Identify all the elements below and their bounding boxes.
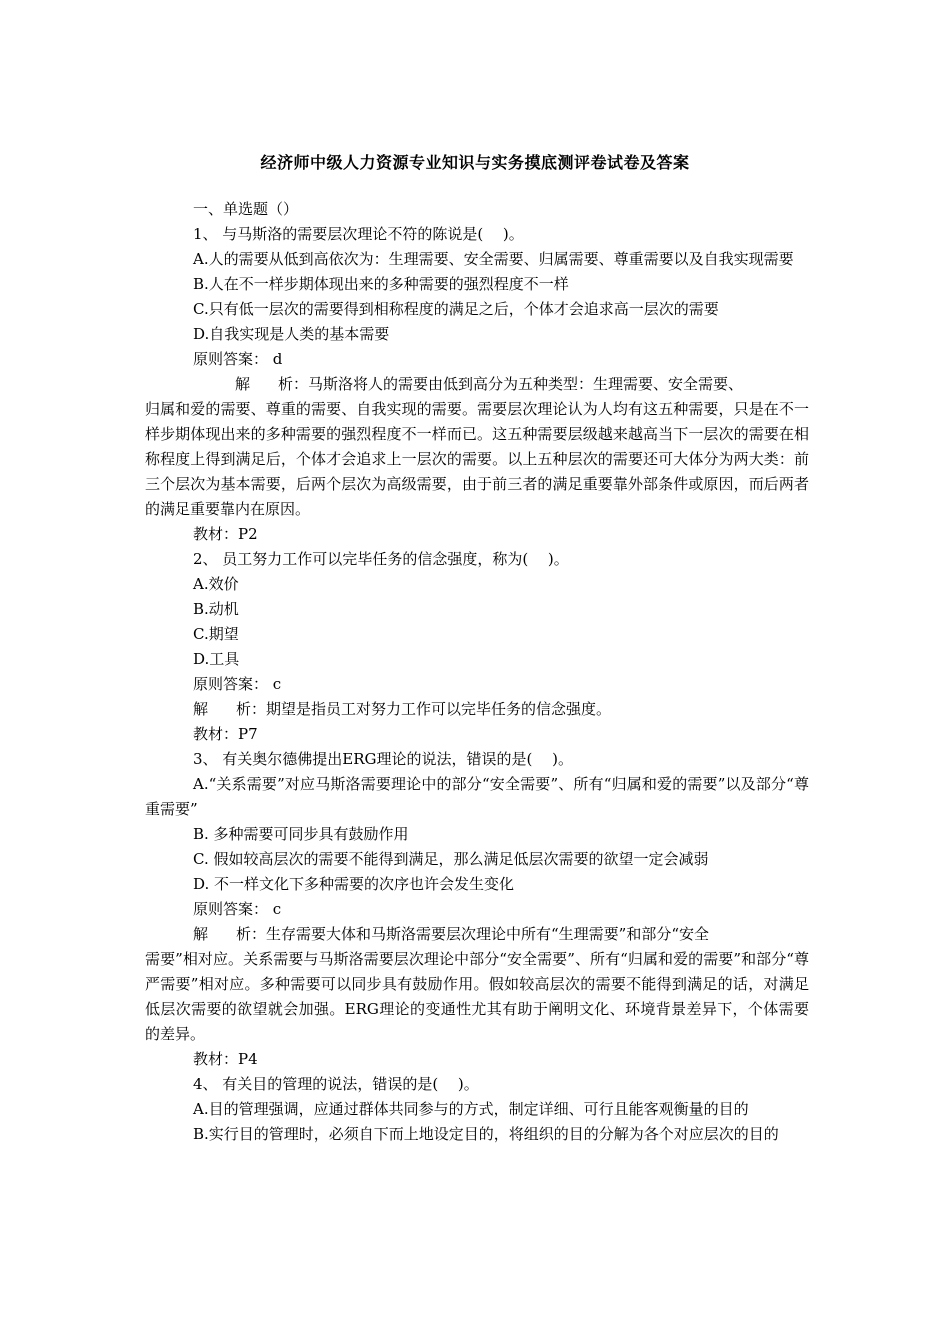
- document-title: 经济师中级人力资源专业知识与实务摸底测评卷试卷及答案: [260, 153, 690, 172]
- question-3-analysis-first-line: [145, 922, 809, 947]
- analysis-text: 析：马斯洛将人的需要由低到高分为五种类型：生理需要、安全需要、: [278, 375, 744, 393]
- analysis-text: 析：期望是指员工对努力工作可以完毕任务的信念强度。: [236, 700, 612, 718]
- question-3-option-d: D. 不一样文化下多种需要的次序也许会发生变化: [193, 875, 515, 893]
- question-2-textbook: 教材：P7: [193, 725, 258, 743]
- question-1-option-d: D.自我实现是人类的基本需要: [193, 325, 390, 343]
- question-1-textbook: 教材：P2: [193, 525, 258, 543]
- question-3-stem: 3、 有关奥尔德佛提出ERG理论的说法，错误的是( )。: [193, 750, 574, 768]
- analysis-text: 析：生存需要大体和马斯洛需要层次理论中所有“生理需要”和部分“安全: [236, 925, 710, 943]
- question-2-option-b: B.动机: [193, 600, 239, 618]
- question-4-option-b: B.实行目的管理时，必须自下而上地设定目的，将组织的目的分解为各个对应层次的目的: [193, 1125, 779, 1143]
- question-2-analysis: [145, 697, 809, 722]
- question-1-answer: 原则答案： d: [193, 350, 283, 368]
- section-heading: 一、单选题（）: [193, 200, 299, 218]
- question-3-option-b: B. 多种需要可同步具有鼓励作用: [193, 825, 409, 843]
- question-2-option-c: C.期望: [193, 625, 239, 643]
- question-2-answer: 原则答案： c: [193, 675, 282, 693]
- question-1-analysis-first-line: [145, 372, 809, 397]
- question-3-answer: 原则答案： c: [193, 900, 282, 918]
- question-3-option-a: A.“关系需要”对应马斯洛需要理论中的部分“安全需要”、所有“归属和爱的需要”以及部分“尊重需要”: [145, 775, 809, 818]
- question-4-stem: 4、 有关目的管理的说法，错误的是( )。: [193, 1075, 479, 1093]
- question-2-stem: 2、 员工努力工作可以完毕任务的信念强度，称为( )。: [193, 550, 569, 568]
- question-3-option-c: C. 假如较高层次的需要不能得到满足，那么满足低层次需要的欲望一定会减弱: [193, 850, 709, 868]
- question-1-stem: 1、 与马斯洛的需要层次理论不符的陈说是( )。: [193, 225, 524, 243]
- question-1-analysis-body: 归属和爱的需要、尊重的需要、自我实现的需要。需要层次理论认为人均有这五种需要，只是在不一样步期体现出来的多种需要的强烈程度不一样而已。这五种需要层级越来越高当下一层次的需要在相称程度上得到满足后，个体才会追求上一层次的需要。以上五种层次的需要还可大体分为两大类：前三个层次为基本需要，后两个层次为高级需要，由于前三者的满足重要靠外部条件或原因，而后两者的满足重要靠内在原因。: [145, 400, 809, 518]
- analysis-label: 解: [193, 925, 209, 943]
- analysis-label: 解: [193, 700, 209, 718]
- question-4-option-a: A.目的管理强调，应通过群体共同参与的方式，制定详细、可行且能客观衡量的目的: [193, 1100, 749, 1118]
- question-1-option-b: B.人在不一样步期体现出来的多种需要的强烈程度不一样: [193, 275, 569, 293]
- question-1-option-c: C.只有低一层次的需要得到相称程度的满足之后，个体才会追求高一层次的需要: [193, 300, 719, 318]
- question-2-option-d: D.工具: [193, 650, 240, 668]
- question-3-textbook: 教材：P4: [193, 1050, 258, 1068]
- question-3-analysis-body: 需要”相对应。关系需要与马斯洛需要层次理论中部分“安全需要”、所有“归属和爱的需要”和部分“尊严需要”相对应。多种需要可以同步具有鼓励作用。假如较高层次的需要不能得到满足的话，对满足低层次需要的欲望就会加强。ERG理论的变通性尤其有助于阐明文化、环境背景差异下，个体需要的差异。: [145, 950, 809, 1043]
- document-body: [145, 197, 809, 1147]
- question-1-option-a: A.人的需要从低到高依次为：生理需要、安全需要、归属需要、尊重需要以及自我实现需要: [193, 250, 794, 268]
- analysis-label: 解: [235, 375, 251, 393]
- question-2-option-a: A.效价: [193, 575, 239, 593]
